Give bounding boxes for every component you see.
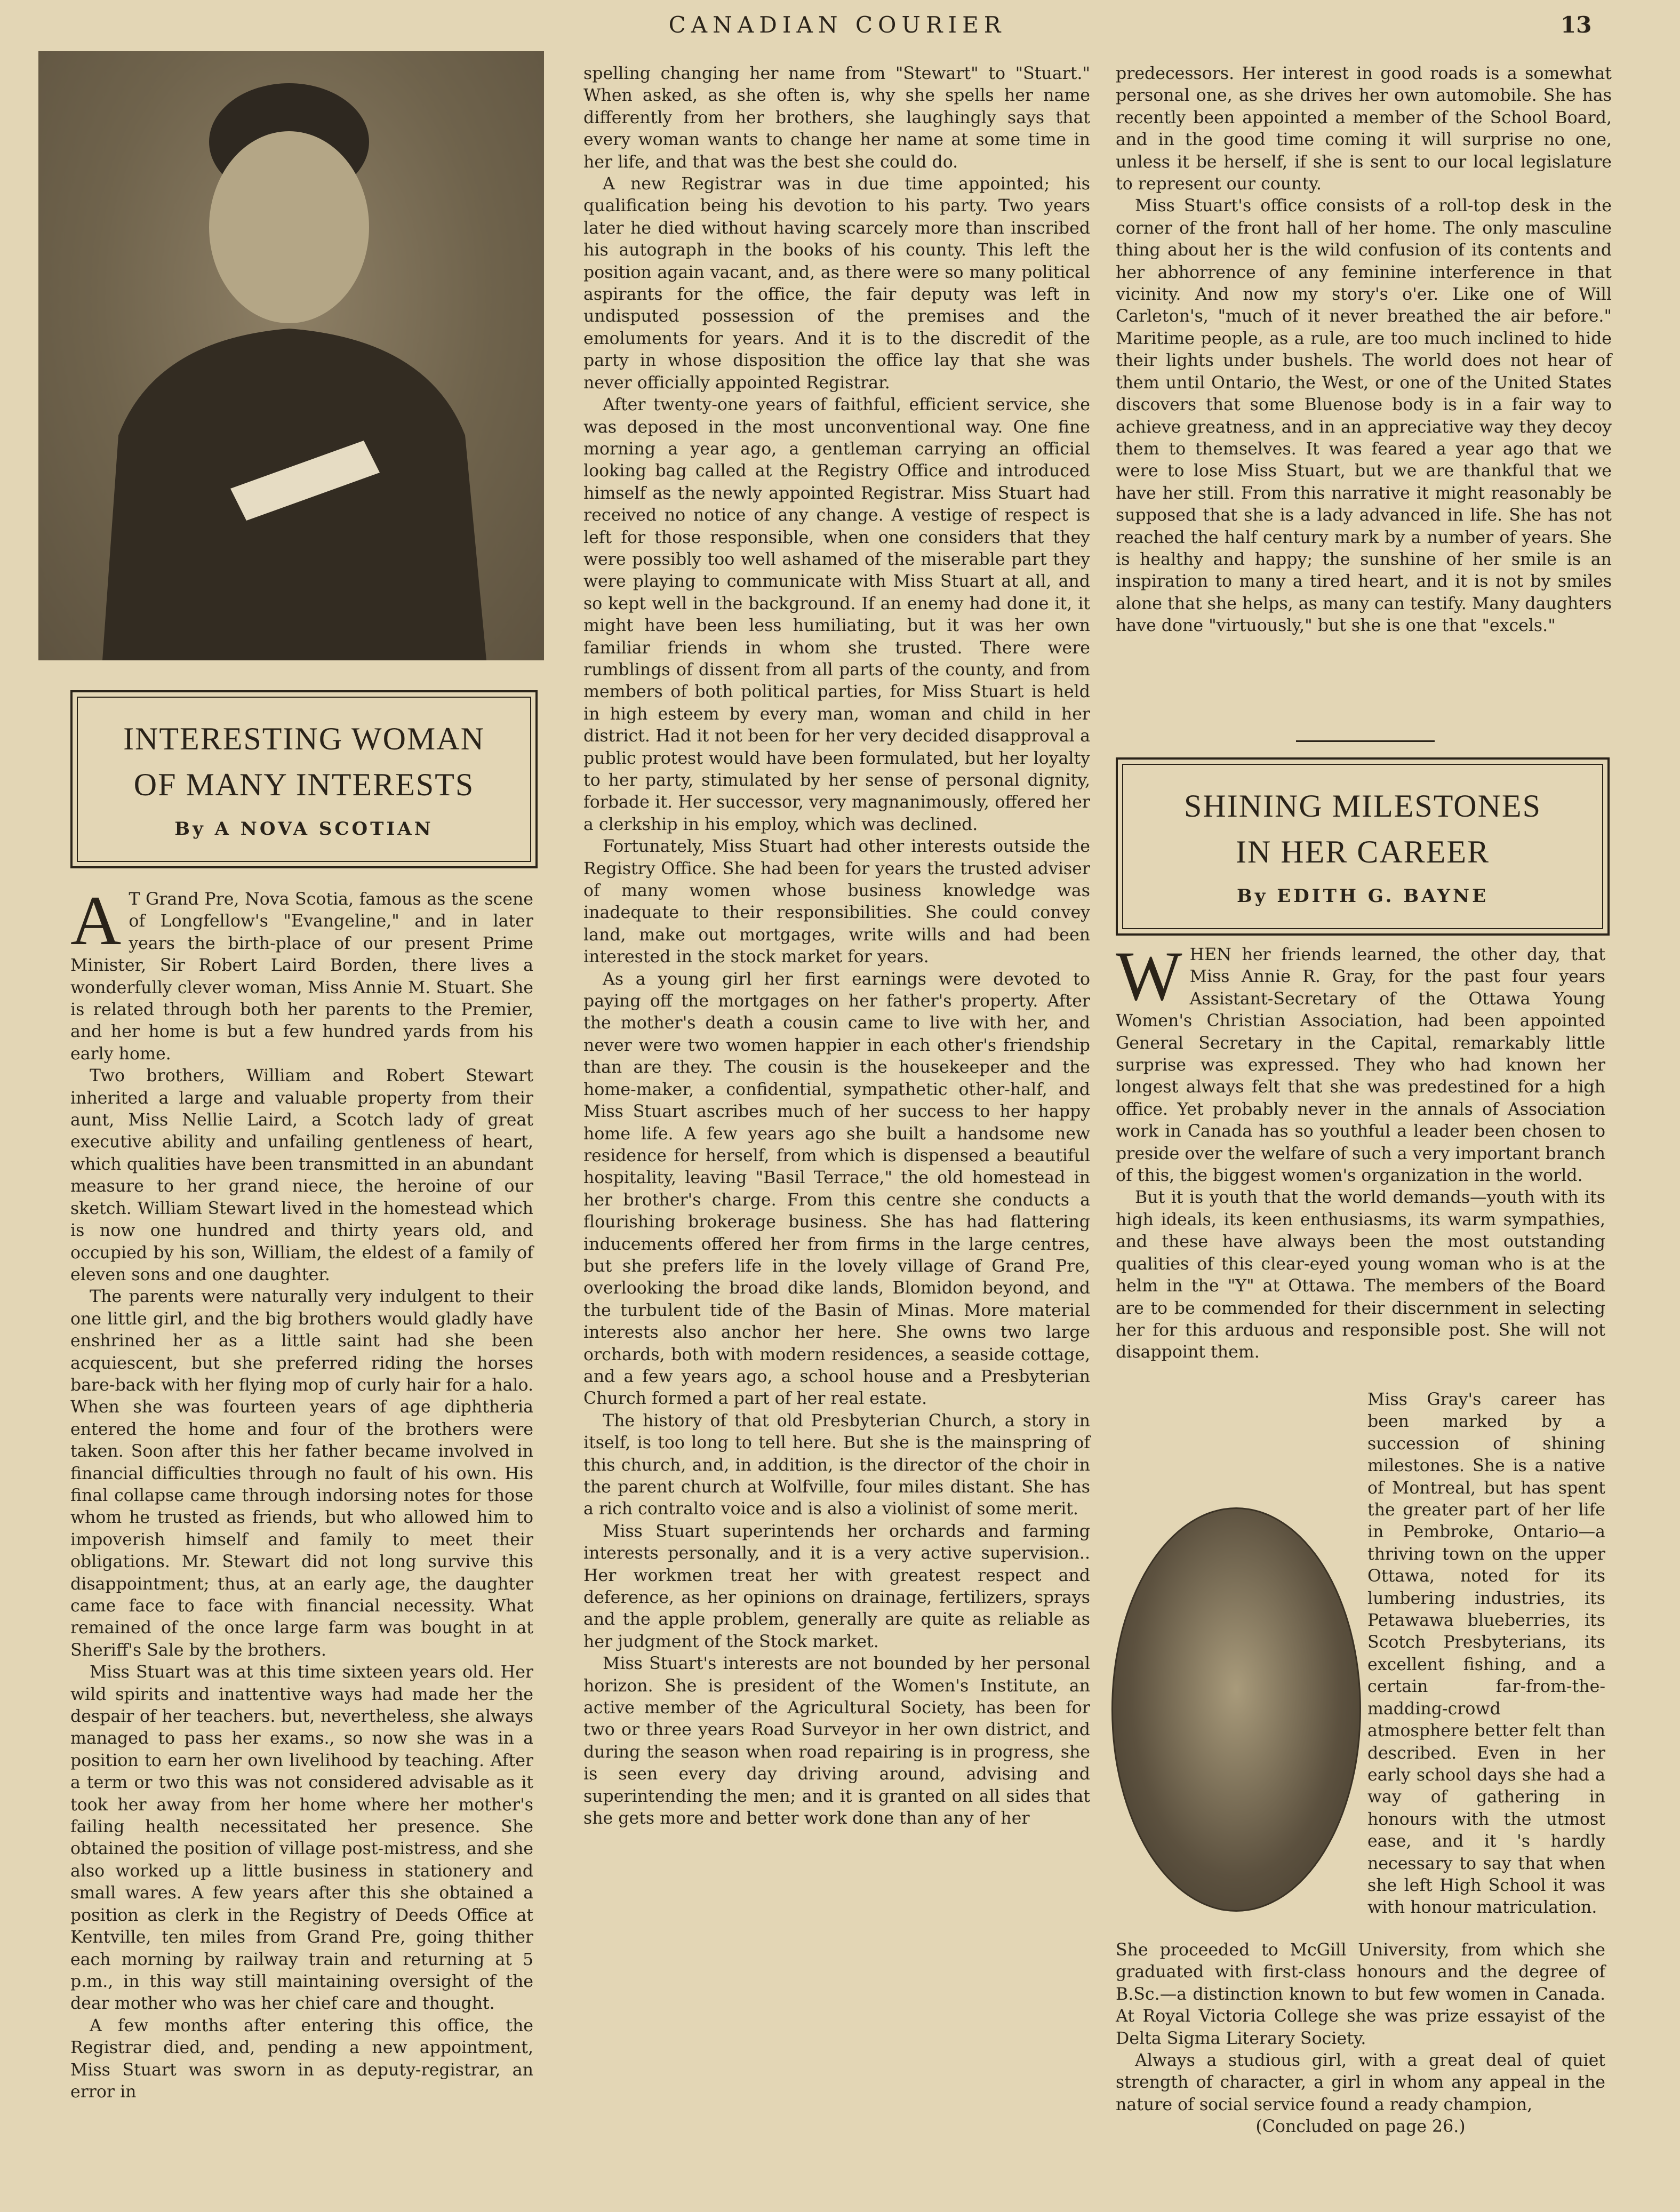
- article2-byline: By EDITH G. BAYNE: [1236, 885, 1489, 907]
- article1-paragraph-6: spelling changing her name from "Stewart" to "Stuart." When asked, as she often is, why she spells her name differently from her brothers, she laughingly says that every woman wants to change her name at some time in her life, and that was the best she could do.: [583, 64, 1090, 172]
- article2-title-box: [1116, 757, 1610, 936]
- article1-column2: [583, 63, 1090, 1830]
- article1-title-box: [70, 690, 538, 868]
- article1-paragraph-9: Fortunately, Miss Stuart had other interests outside the Registry Office. She had been for years the trusted adviser of many women whose business knowledge was inadequate to their responsibilities. She could convey land, make out mortgages, write wills and had been interested in the stock market for years.: [583, 837, 1090, 967]
- article1-title-line1: INTERESTING WOMAN: [123, 721, 485, 756]
- article1-paragraph-2: Two brothers, William and Robert Stewart inherited a large and valuable property from their aunt, Miss Nellie Laird, a Scotch lady of great executive ability and unfailing gentleness of heart, which qualities have been transmitted in an abundant measure to her grand niece, the heroine of our sketch. William Stewart lived in the homestead which is now one hundred and thirty years old, and occupied by his son, William, the eldest of a family of eleven sons and one daughter.: [70, 1066, 533, 1284]
- article1-paragraph-3: The parents were naturally very indulgent to their one little girl, and the big brothers would gladly have enshrined her as a little saint had she been acquiescent, but she preferred riding the horses bare-back with her flying mop of curly hair for a halo. When she was fourteen years of age diphtheria entered the home and four of the brothers were taken. Soon after this her father became involved in financial difficulties through no fault of his own. His final collapse came through indorsing notes for those whom he trusted as friends, but who allowed him to impoverish himself and family to meet their obligations. Mr. Stewart did not long survive this disappointment; thus, at an early age, the daughter came face to face with financial necessity. What remained of the once large farm was bought in at Sheriff's Sale by the brothers.: [70, 1287, 533, 1660]
- article1-paragraph-4: Miss Stuart was at this time sixteen years old. Her wild spirits and inattentive ways had made her the despair of her teachers. but, nevertheless, she always managed to pass her exams., so now she was in a position to earn her own livelihood by teaching. After a term or two this was not considered advisable as it took her away from her home where her mother's failing health necessitated her presence. She obtained the position of village post-mistress, and she also worked up a little business in stationery and small wares. A few years after this she obtained a position as clerk in the Registry of Deeds Office at Kentville, ten miles from Grand Pre, going thither each morning by railway train and returning at 5 p.m., in this way still maintaining oversight of the dear mother who was her chief care and thought.: [70, 1663, 533, 2014]
- article2-column3: [1116, 937, 1605, 1364]
- article1-column1: [70, 881, 533, 2103]
- running-head: CANADIAN COURIER: [668, 12, 1006, 38]
- article1-dropcap: A: [70, 881, 122, 960]
- oval-portrait-image: [1111, 1507, 1361, 1912]
- article1-paragraph-1: A T Grand Pre, Nova Scotia, famous as the scene of Longfellow's "Evangeline," and in later years the birth-place of our present Prime Minister, Sir Robert Laird Borden, there lives a wonderfully clever woman, Miss Annie M. Stuart. She is related through both her parents to the Premier, and her home is but a few hundred yards from his early home.: [70, 881, 533, 1064]
- article2-paragraph-3-wrap: [1367, 1389, 1605, 1919]
- article1-paragraph-7: A new Registrar was in due time appointed; his qualification being his devotion to his party. Two years later he died without having scarcely more than inscribed his autograph in the books of his county. This left the position again vacant, and, as there were so many political aspirants for the office, the fair deputy was left in undisputed possession of the premises and the emoluments for years. And it is to the discredit of the party in whose disposition the office lay that she was never officially appointed Registrar.: [583, 174, 1090, 393]
- article1-paragraph-5: A few months after entering this office, the Registrar died, and, pending a new appointment, Miss Stuart was sworn in as deputy-registrar, an error in: [70, 2016, 533, 2102]
- article2-paragraph-3b: She proceeded to McGill University, from which she graduated with first-class honours and the degree of B.Sc.—a distinction known to but few women in Canada. At Royal Victoria College she was prize essayist of the Delta Sigma Literary Society.: [1116, 1941, 1605, 2048]
- article1-paragraph-12: Miss Stuart superintends her orchards and farming interests personally, and it is a very active supervision.. Her workmen treat her with greatest respect and deference, as her opinions on drainage, fertilizers, sprays and the apple problem, generally are quite as reliable as her judgment of the Stock market.: [583, 1521, 1090, 1651]
- article1-column3: [1116, 63, 1612, 637]
- article2-continued-note: (Concluded on page 26.): [1255, 2117, 1466, 2137]
- article1-byline: By A NOVA SCOTIAN: [174, 818, 434, 840]
- article1-paragraph-15: Miss Stuart's office consists of a roll-top desk in the corner of the front hall of her home. The only masculine thing about her is the wild confusion of its contents and her abhorrence of any feminine interference in that vicinity. And now my story's o'er. Like one of Will Carleton's, "much of it never breathed the air before." Maritime people, as a rule, are too much inclined to hide their lights under bushels. The world does not hear of them until Ontario, the West, or one of the United States discovers that some Bluenose body is in a fair way to achieve greatness, and in an appreciative way they decoy them to themselves. It was feared a year ago that we were to lose Miss Stuart, but we are thankful that we have her still. From this narrative it might reasonably be supposed that she is a lady advanced in life. She has not reached the half century mark by a number of years. She is healthy and happy; the sunshine of her smile is an inspiration to many a tired heart, and it is not by smiles alone that she helps, as many can testify. Many daughters have done "virtuously," but she is one that "excels.": [1116, 196, 1612, 636]
- portrait-image: [38, 51, 544, 660]
- article1-paragraph-10: As a young girl her first earnings were devoted to paying off the mortgages on her father's property. After the mother's death a cousin came to live with her, and never were two women happier in each other's friendship than are they. The cousin is the housekeeper and the home-maker, a confidential, sympathetic other-half, and Miss Stuart ascribes much of her success to her happy home life. A few years ago she built a handsome new residence for herself, from which is dispensed a beautiful hospitality, leaving "Basil Terrace," the old homestead in her brother's charge. From this centre she conducts a flourishing brokerage business. She has had flattering inducements offered her from firms in the large centres, but she prefers life in the lovely village of Grand Pre, overlooking the broad dike lands, Blomidon beyond, and the turbulent tide of the Basin of Minas. More material interests also anchor her here. She owns two large orchards, both with modern residences, a seaside cottage, and a few years ago, a school house and a Presbyterian Church formed a part of her real estate.: [583, 969, 1090, 1409]
- article1-paragraph-14: predecessors. Her interest in good roads is a somewhat personal one, as she drives her own automobile. She has recently been appointed a member of the School Board, and in the good time coming it will surprise no one, unless it be herself, if she is sent to our local legislature to represent our county.: [1116, 64, 1612, 194]
- article1-paragraph-11: The history of that old Presbyterian Church, a story in itself, is too long to tell here. But she is the mainspring of this church, and, in addition, is the director of the choir in the parent church at Wolfville, four miles distant. She has a rich contralto voice and is also a violinist of some merit.: [583, 1411, 1090, 1519]
- article2-paragraph-1: WHEN her friends learned, the other day, that Miss Annie R. Gray, for the past four years Assistant-Secretary of the Ottawa Young Women's Christian Association, had been appointed General Secretary in the Capital, remarkably little surprise was expressed. They who had known her longest always felt that she was predestined for a high office. Yet probably never in the annals of Association work in Canada has so youthful a leader been chosen to preside over the welfare of such a very important branch of this, the biggest women's organization in the world.: [1116, 937, 1605, 1186]
- portrait-annie-stuart: [38, 51, 544, 660]
- article2-paragraph-2: But it is youth that the world demands—youth with its high ideals, its keen enthusiasms, its warm sympathies, and these have always been the most outstanding qualities of this clear-eyed young woman who is at the helm in the "Y" at Ottawa. The members of the Board are to be commended for their discernment in selecting her for this arduous and responsible post. She will not disappoint them.: [1116, 1188, 1605, 1362]
- article2-column3-bottom: [1116, 1939, 1605, 2138]
- article2-paragraph-4: Always a studious girl, with a great deal of quiet strength of character, a girl in whom any appeal in the nature of social service found a ready champion,: [1116, 2051, 1605, 2114]
- article2-title-line2: IN HER CAREER: [1236, 834, 1490, 869]
- article1-paragraph-13: Miss Stuart's interests are not bounded by her personal horizon. She is president of the Women's Institute, an active member of the Agricultural Society, has been for two or three years Road Surveyor in her own district, and during the season when road repairing is in progress, she is seen every day driving around, advising and superintending the men; and it is granted on all sides that she gets more and better work done than any of her: [583, 1654, 1090, 1828]
- article1-paragraph-8: After twenty-one years of faithful, efficient service, she was deposed in the most unconventional way. One fine morning a year ago, a gentleman carrying an official looking bag called at the Registry Office and introduced himself as the newly appointed Registrar. Miss Stuart had received no notice of any change. A vestige of respect is left for those responsible, when one considers that they were possibly too well ashamed of the miserable part they were playing to communicate with Miss Stuart at all, and so kept well in the background. If an enemy had done it, it might have been less humiliating, but it was her own familiar friends in whom she trusted. There were rumblings of dissent from all parts of the county, and from members of both political parties, for Miss Stuart is held in high esteem by every man, woman and child in her district. Had it not been for her very decided disapproval a public protest would have been formulated, but her loyalty to her party, stimulated by her sense of personal dignity, forbade it. Her successor, very magnanimously, offered her a clerkship in his employ, which was declined.: [583, 395, 1090, 834]
- article2-dropcap: W: [1116, 937, 1182, 1015]
- column-divider-rule: [1296, 740, 1435, 742]
- article1-title-line2: OF MANY INTERESTS: [133, 767, 475, 802]
- article2-paragraph-3a: Miss Gray's career has been marked by a succession of shining milestones. She is a native of Montreal, but has spent the greater part of her life in Pembroke, Ontario—a thriving town on the upper Ottawa, noted for its lumbering industries, its Petawawa blueberries, its Scotch Presbyterians, its excellent fishing, and a certain far-from-the-madding-crowd atmosphere better felt than described. Even in her early school days she had a way of gathering in honours with the utmost ease, and it 's hardly necessary to say that when she left High School it was with honour matriculation.: [1367, 1390, 1605, 1918]
- article2-title-line1: SHINING MILESTONES: [1184, 788, 1541, 824]
- portrait-annie-gray: [1111, 1507, 1358, 1908]
- page-number: 13: [1561, 12, 1592, 38]
